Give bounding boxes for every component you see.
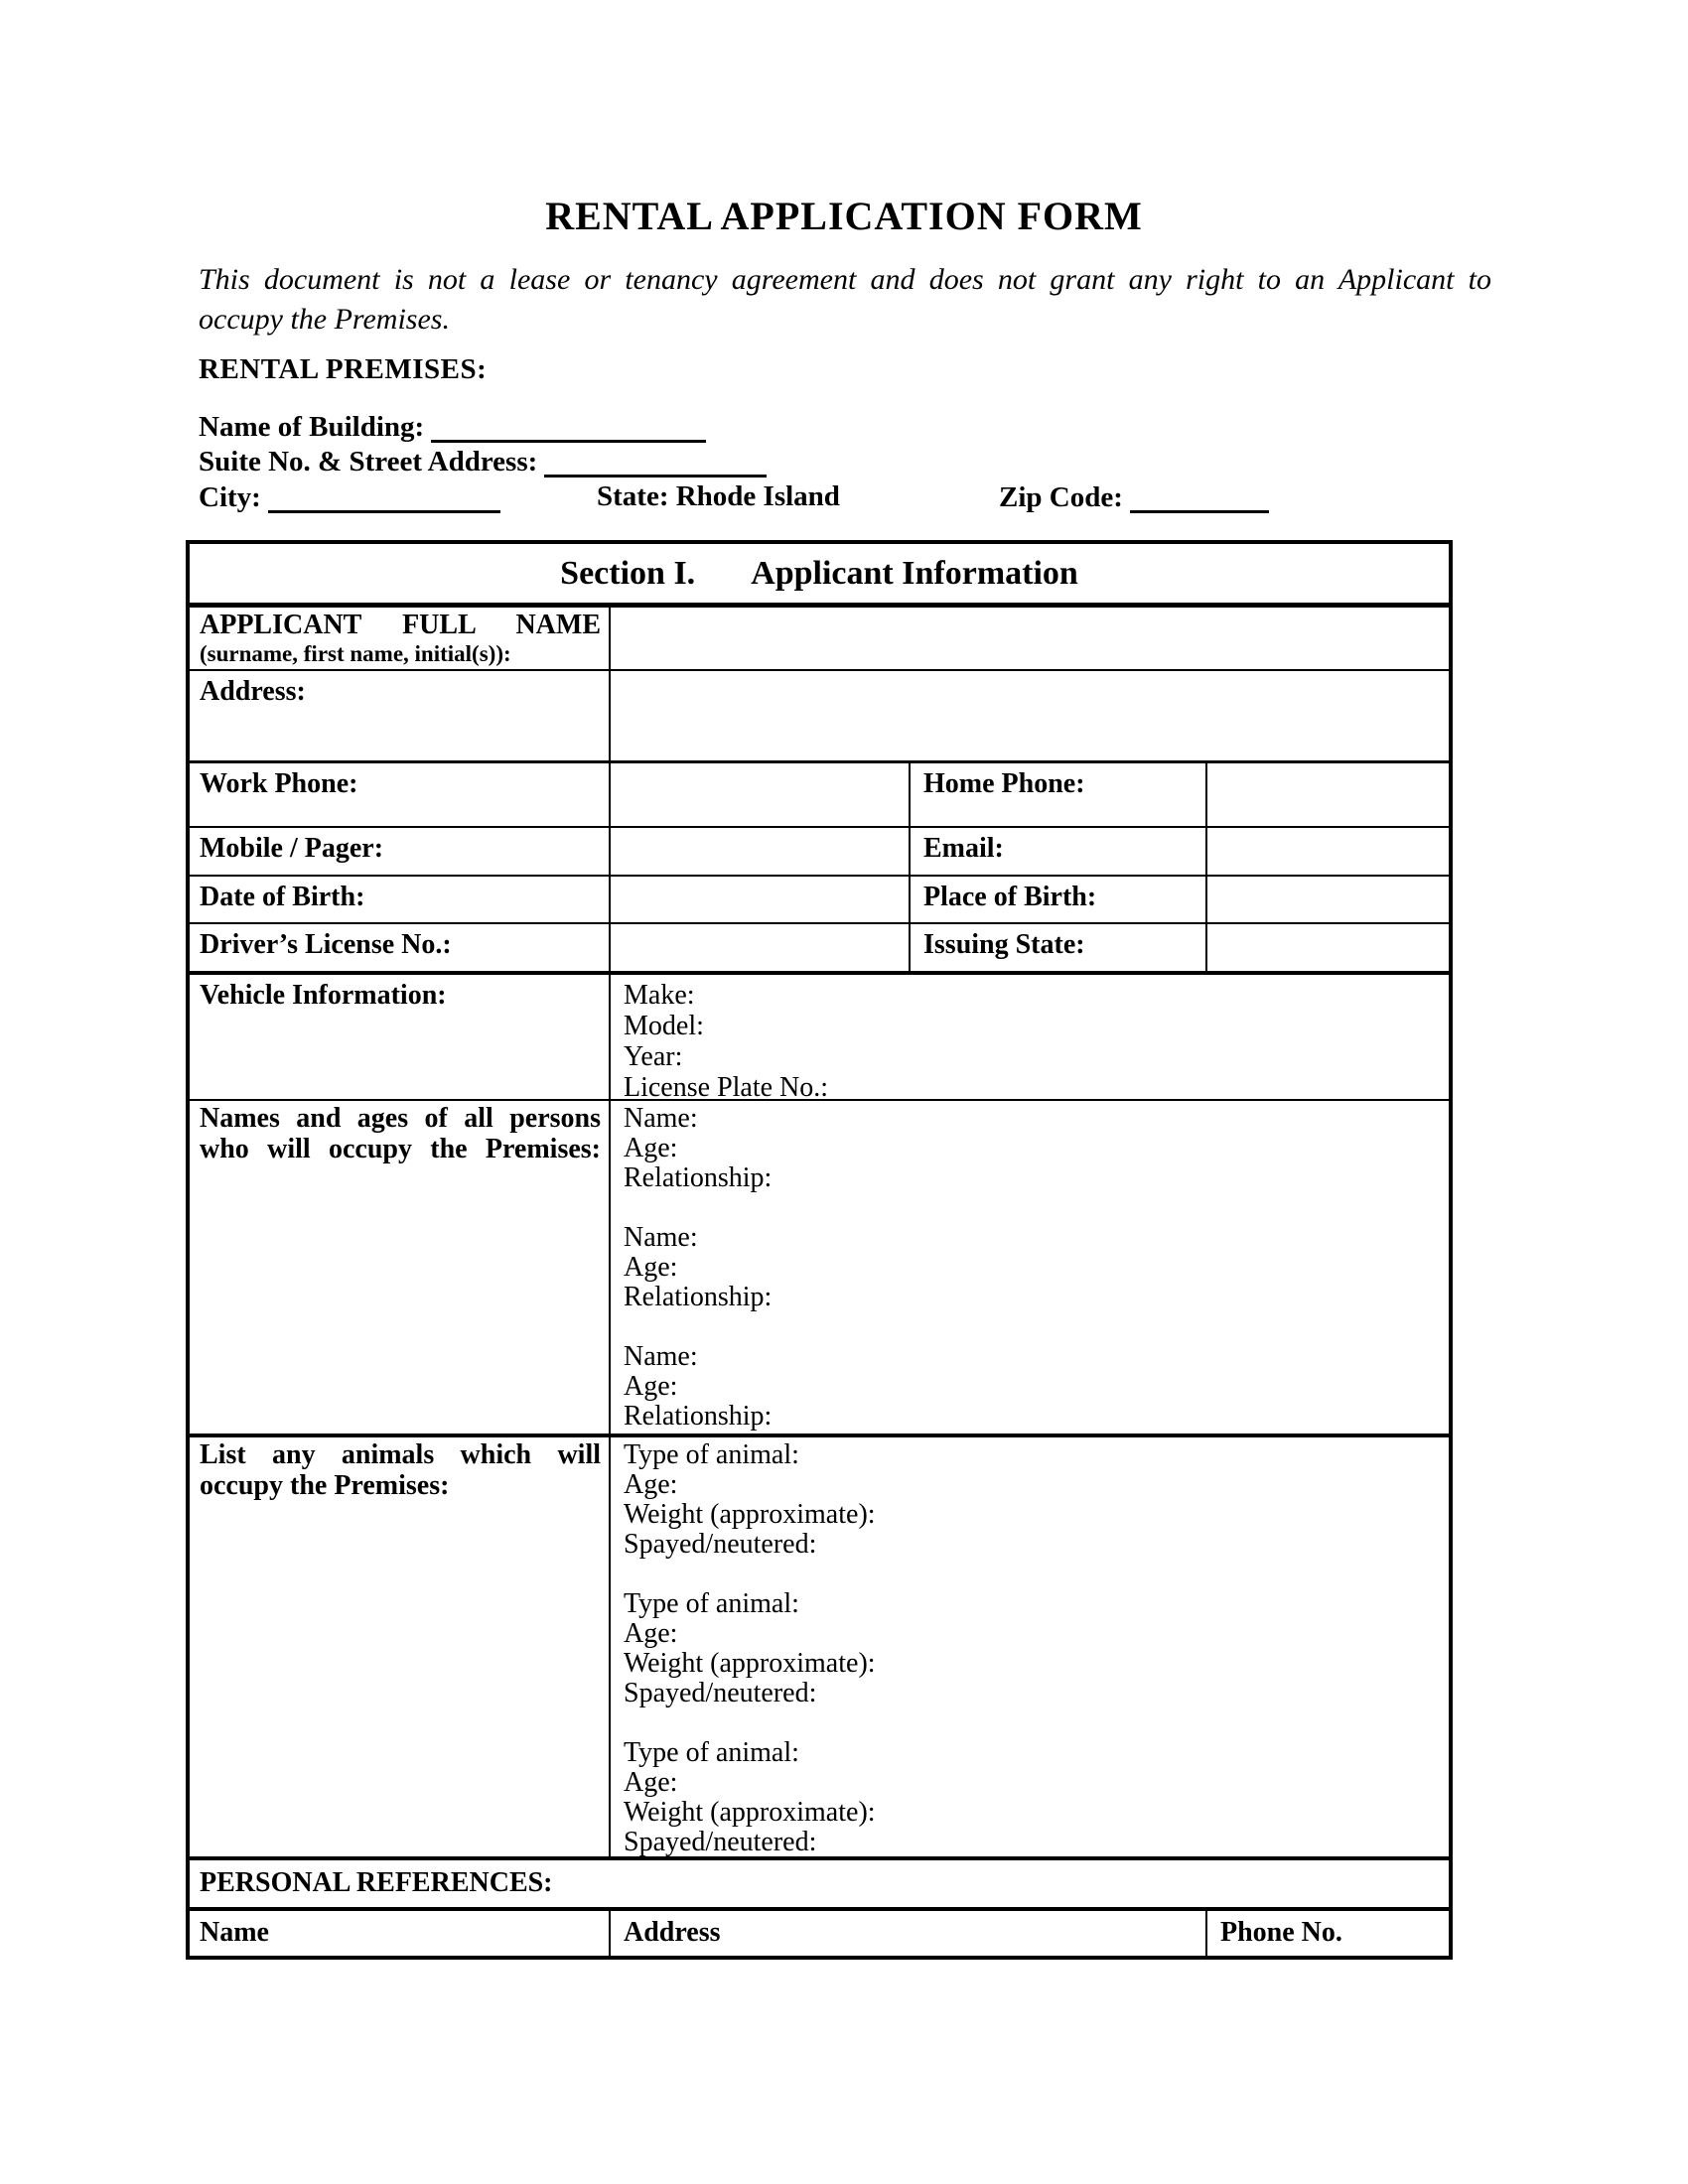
animals-label-line1: List any animals which will bbox=[200, 1439, 601, 1470]
applicant-information-table bbox=[186, 540, 1453, 1960]
occupant-age-line: Age: bbox=[624, 1133, 678, 1163]
animals-value-cell bbox=[609, 1437, 1449, 1856]
drivers-license-label-cell: Driver’s License No.: bbox=[200, 929, 452, 960]
occupant-relationship-line: Relationship: bbox=[624, 1282, 773, 1312]
vehicle-model-line: Model: bbox=[624, 1011, 704, 1041]
city-blank bbox=[268, 480, 500, 513]
occupant-relationship-line: Relationship: bbox=[624, 1162, 773, 1193]
mobile-pager-label-cell: Mobile / Pager: bbox=[200, 833, 384, 864]
references-header-row bbox=[190, 1907, 1449, 1956]
mobile-email-row bbox=[190, 826, 1449, 875]
animal-entry-1 bbox=[624, 1440, 1449, 1560]
place-of-birth-value-cell bbox=[1205, 877, 1449, 922]
animals-label-cell bbox=[190, 1437, 609, 1856]
vehicle-year-line: Year: bbox=[624, 1041, 683, 1072]
reference-phone-header-cell: Phone No. bbox=[1205, 1911, 1449, 1956]
date-of-birth-value-cell bbox=[609, 877, 909, 922]
animals-label-line2: occupy the Premises: bbox=[200, 1470, 450, 1501]
animal-entry-2 bbox=[624, 1589, 1449, 1708]
document-title: RENTAL APPLICATION FORM bbox=[545, 194, 1143, 238]
work-phone-value-cell bbox=[609, 763, 909, 826]
occupant-relationship-line: Relationship: bbox=[624, 1401, 773, 1432]
state-label: State: Rhode Island bbox=[597, 480, 840, 512]
issuing-state-label-cell: Issuing State: bbox=[909, 924, 1205, 971]
mobile-pager-value-cell bbox=[609, 828, 909, 875]
personal-references-row bbox=[190, 1856, 1449, 1907]
reference-address-header-cell: Address bbox=[609, 1911, 1205, 1956]
occupants-label-line1: Names and ages of all persons bbox=[200, 1103, 601, 1134]
animal-age-line: Age: bbox=[624, 1767, 678, 1798]
section1-number: Section I. bbox=[560, 554, 696, 592]
animal-type-line: Type of animal: bbox=[624, 1439, 799, 1470]
work-phone-label-cell: Work Phone: bbox=[200, 768, 358, 799]
occupant-entry-3 bbox=[624, 1342, 1449, 1432]
street-address-blank bbox=[544, 445, 767, 478]
email-value-cell bbox=[1205, 828, 1449, 875]
home-phone-value-cell bbox=[1205, 763, 1449, 826]
animal-age-line: Age: bbox=[624, 1469, 678, 1500]
applicant-name-value-cell bbox=[609, 608, 1449, 669]
vehicle-plate-line: License Plate No.: bbox=[624, 1072, 829, 1099]
occupant-name-line: Name: bbox=[624, 1222, 698, 1253]
intro-line-2: occupy the Premises. bbox=[199, 303, 450, 336]
animal-type-line: Type of animal: bbox=[624, 1737, 799, 1768]
email-label-cell: Email: bbox=[909, 828, 1205, 875]
rental-premises-heading: RENTAL PREMISES: bbox=[199, 353, 488, 385]
drivers-license-value-cell bbox=[609, 924, 909, 971]
vehicle-make-line: Make: bbox=[624, 980, 695, 1011]
intro-paragraph bbox=[199, 260, 1491, 340]
occupant-name-line: Name: bbox=[624, 1103, 698, 1134]
zip-code-label: Zip Code: bbox=[999, 481, 1123, 513]
occupants-label-line2: who will occupy the Premises: bbox=[200, 1134, 601, 1164]
applicant-name-row bbox=[190, 608, 1449, 669]
occupant-entry-1 bbox=[624, 1104, 1449, 1193]
place-of-birth-label-cell: Place of Birth: bbox=[909, 877, 1205, 922]
zip-code-blank bbox=[1130, 480, 1269, 513]
reference-name-header-cell: Name bbox=[200, 1917, 269, 1948]
address-value-cell bbox=[609, 671, 1449, 760]
animals-row bbox=[190, 1433, 1449, 1856]
occupants-label-cell bbox=[190, 1101, 609, 1433]
occupant-entry-2 bbox=[624, 1223, 1449, 1312]
animal-weight-line: Weight (approximate): bbox=[624, 1797, 876, 1828]
animal-spayed-line: Spayed/neutered: bbox=[624, 1678, 817, 1708]
birth-row bbox=[190, 875, 1449, 922]
animal-entry-3 bbox=[624, 1738, 1449, 1856]
issuing-state-value-cell bbox=[1205, 924, 1449, 971]
section1-title: Applicant Information bbox=[751, 554, 1078, 592]
building-name-label: Name of Building: bbox=[199, 411, 425, 443]
vehicle-information-label-cell: Vehicle Information: bbox=[200, 980, 447, 1011]
intro-line-1: This document is not a lease or tenancy agreement and does not grant any right to an Applicant to bbox=[199, 263, 1491, 296]
vehicle-information-row bbox=[190, 971, 1449, 1099]
applicant-name-label-cell bbox=[190, 608, 609, 669]
occupant-age-line: Age: bbox=[624, 1252, 678, 1283]
street-address-label: Suite No. & Street Address: bbox=[199, 446, 538, 478]
phone-row bbox=[190, 760, 1449, 826]
building-name-blank bbox=[431, 410, 706, 443]
section1-header bbox=[190, 544, 1449, 608]
vehicle-information-value-cell bbox=[609, 975, 1449, 1099]
personal-references-heading: PERSONAL REFERENCES: bbox=[200, 1867, 553, 1898]
drivers-license-row bbox=[190, 922, 1449, 971]
building-name-fieldline bbox=[199, 410, 706, 448]
address-row bbox=[190, 669, 1449, 760]
animal-type-line: Type of animal: bbox=[624, 1588, 799, 1619]
occupant-age-line: Age: bbox=[624, 1371, 678, 1402]
applicant-name-label-line1: APPLICANT FULL NAME bbox=[200, 610, 601, 640]
animal-spayed-line: Spayed/neutered: bbox=[624, 1529, 817, 1560]
address-label-cell: Address: bbox=[200, 676, 306, 707]
street-address-fieldline bbox=[199, 445, 767, 482]
zip-code-group bbox=[999, 480, 1269, 514]
date-of-birth-label-cell: Date of Birth: bbox=[200, 882, 365, 912]
city-label: City: bbox=[199, 481, 261, 513]
applicant-name-label-line2: (surname, first name, initial(s)): bbox=[200, 641, 511, 666]
occupants-row bbox=[190, 1099, 1449, 1433]
occupant-name-line: Name: bbox=[624, 1341, 698, 1372]
city-state-zip-fieldline bbox=[199, 480, 1491, 518]
animal-weight-line: Weight (approximate): bbox=[624, 1648, 876, 1679]
animal-age-line: Age: bbox=[624, 1618, 678, 1649]
animal-spayed-line: Spayed/neutered: bbox=[624, 1827, 817, 1856]
occupants-value-cell bbox=[609, 1101, 1449, 1433]
animal-weight-line: Weight (approximate): bbox=[624, 1499, 876, 1530]
home-phone-label-cell: Home Phone: bbox=[909, 763, 1205, 826]
